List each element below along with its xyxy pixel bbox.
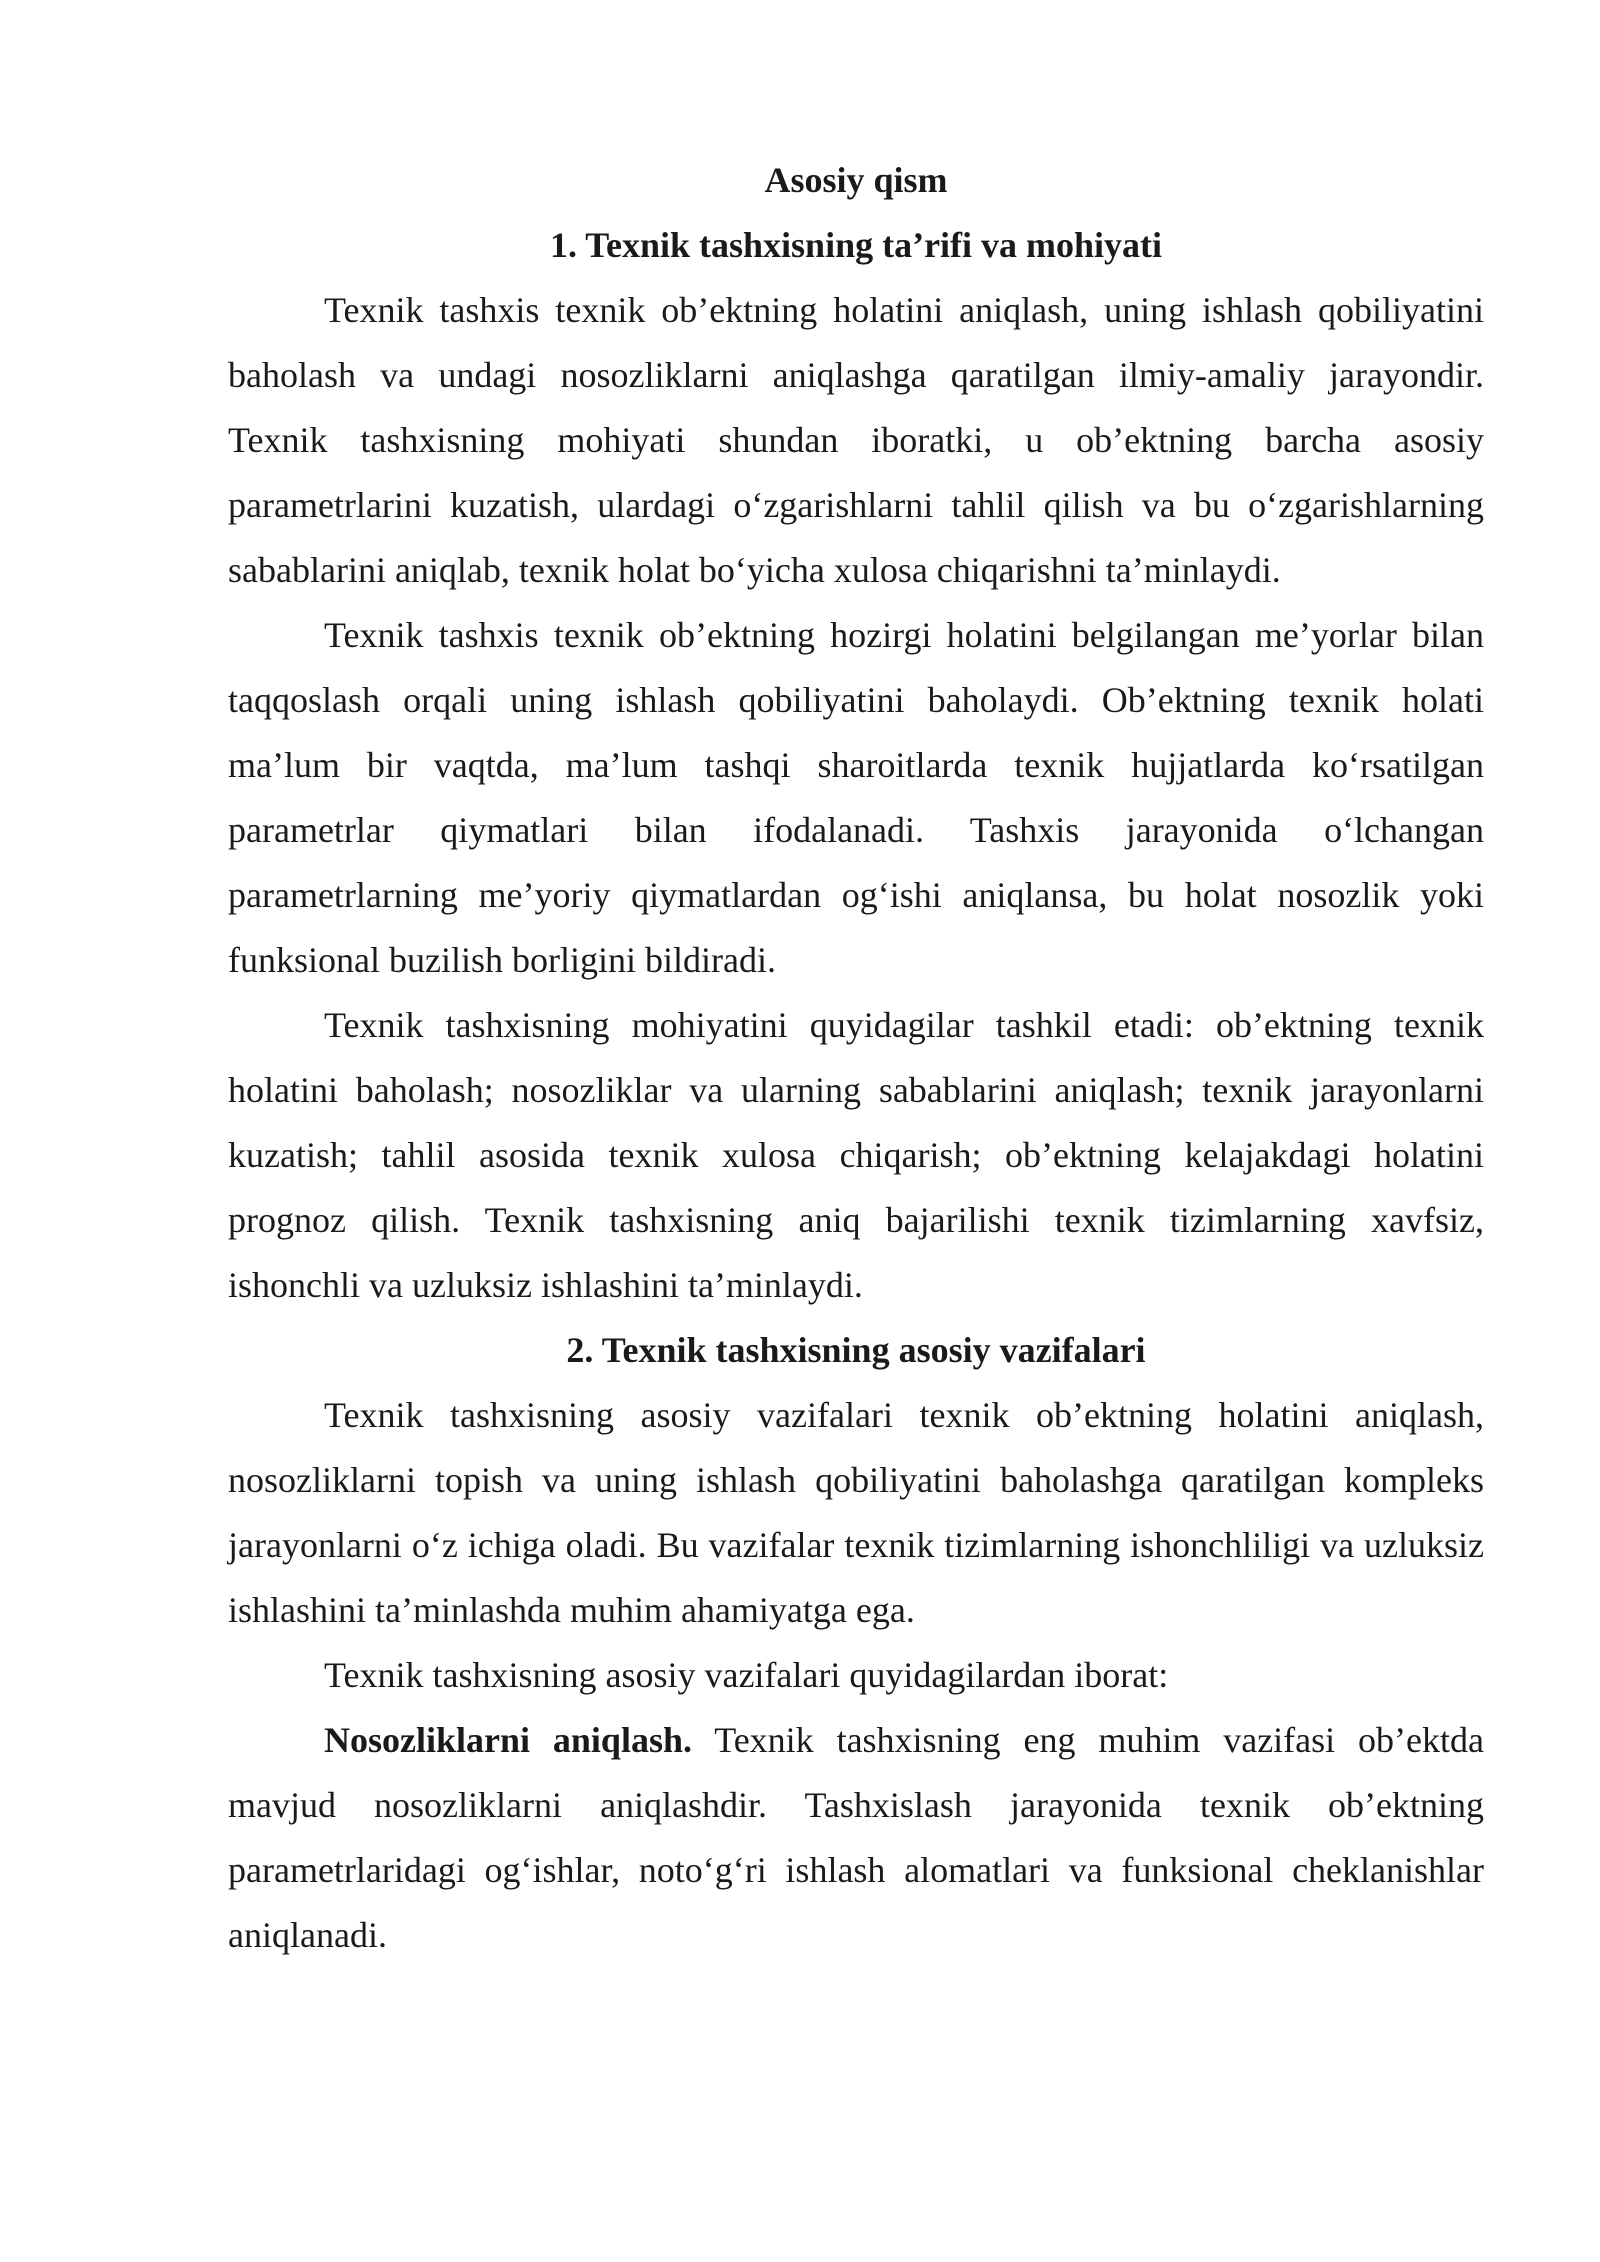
section-1-paragraph: Texnik tashxisning mohiyatini quyidagilar tashkil etadi: ob’ektning texnik holatini baholash; nosozliklar va ularning sabablarini aniqlash; texnik jarayonlarni kuzatish; tahlil asosida texnik xulosa chiqarish; ob’ektning kelajakdagi holatini prognoz qilish. Texnik tashxisning aniq bajarilishi texnik tizimlarning xavfsiz, ishonchli va uzluksiz ishlashini ta’minlaydi.	[228, 1005, 1484, 1305]
section-2-item-paragraph	[228, 1708, 1484, 1968]
section-2-paragraph: Texnik tashxisning asosiy vazifalari texnik ob’ektning holatini aniqlash, nosozliklarni topish va uning ishlash qobiliyatini baholashga qaratilgan kompleks jarayonlarni o‘z ichiga oladi. Bu vazifalar texnik tizimlarning ishonchliligi va uzluksiz ishlashini ta’minlashda muhim ahamiyatga ega.	[228, 1395, 1484, 1630]
section-1-paragraph: Texnik tashxis texnik ob’ektning holatini aniqlash, uning ishlash qobiliyatini baholash va undagi nosozliklarni aniqlashga qaratilgan ilmiy-amaliy jarayondir. Texnik tashxisning mohiyati shundan iboratki, u ob’ektning barcha asosiy parametrlarini kuzatish, ulardagi o‘zgarishlarni tahlil qilish va bu o‘zgarishlarning sabablarini aniqlab, texnik holat bo‘yicha xulosa chiqarishni ta’minlaydi.	[228, 290, 1484, 590]
section-2-paragraph: Texnik tashxisning asosiy vazifalari quyidagilardan iborat:	[324, 1655, 1169, 1695]
item-text: Texnik tashxisning eng muhim vazifasi ob’ektda mavjud nosozliklarni aniqlashdir. Tashxislash jarayonida texnik ob’ektning parametrlaridagi og‘ishlar, noto‘g‘ri ishlash alomatlari va funksional cheklanishlar aniqlanadi.	[228, 1720, 1484, 1955]
document-title: Asosiy qism	[764, 160, 948, 200]
item-lead: Nosozliklarni aniqlash.	[324, 1720, 692, 1760]
document-page	[228, 148, 1484, 1968]
section-1-paragraph: Texnik tashxis texnik ob’ektning hozirgi holatini belgilangan me’yorlar bilan taqqoslash orqali uning ishlash qobiliyatini baholaydi. Ob’ektning texnik holati ma’lum bir vaqtda, ma’lum tashqi sharoitlarda texnik hujjatlarda ko‘rsatilgan parametrlar qiymatlari bilan ifodalanadi. Tashxis jarayonida o‘lchangan parametrlarning me’yoriy qiymatlardan og‘ishi aniqlansa, bu holat nosozlik yoki funksional buzilish borligini bildiradi.	[228, 615, 1484, 980]
section-2-heading: 2. Texnik tashxisning asosiy vazifalari	[566, 1330, 1146, 1370]
section-1-heading: 1. Texnik tashxisning ta’rifi va mohiyati	[549, 225, 1163, 265]
